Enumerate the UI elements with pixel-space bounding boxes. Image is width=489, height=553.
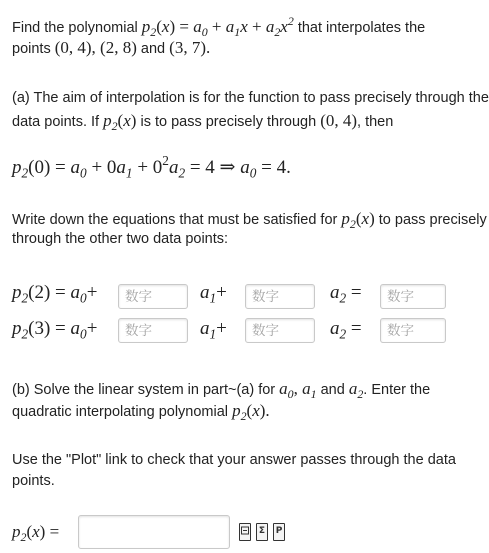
- problem-text: Find the polynomial: [12, 20, 138, 36]
- row1-coef-a2-input[interactable]: [245, 284, 315, 309]
- part-a-text: is to pass precisely through: [140, 114, 317, 130]
- p2x-expression: $p_2(x)$.: [232, 401, 270, 424]
- plot-hint-line-2: points.: [12, 473, 55, 489]
- row2-coef-a1-input[interactable]: [118, 318, 188, 343]
- instruction-line-2: through the other two data points:: [12, 231, 229, 247]
- equation-p2-at-2-lhs: $p_2(2) = a_0+$: [12, 282, 98, 306]
- part-a-text: data points. If: [12, 114, 100, 130]
- part-b-line-1: [12, 378, 430, 401]
- polynomial-expression: $p_2(x) = a_0 + a_1x + a_2x^2$: [141, 13, 294, 40]
- part-b-text: . Enter the: [363, 382, 431, 398]
- answer-input[interactable]: [78, 515, 230, 549]
- a2-equals-label: $a_2$ =: [330, 318, 362, 342]
- problem-line-2: [12, 37, 210, 60]
- row1-rhs-input[interactable]: [380, 284, 446, 309]
- equation-p2-at-0: $p_2(0) = a_0 + 0a_1 + 0^2a_2 = 4$ ⇒ $a_0 = 4$.: [12, 153, 291, 181]
- equation-editor-icon[interactable]: [239, 523, 251, 541]
- problem-text: points: [12, 41, 51, 57]
- part-a-text: , then: [357, 114, 394, 130]
- instruction-text: to pass precisely: [378, 212, 487, 228]
- part-b-text: (b) Solve the linear system in part~(a) for: [12, 382, 276, 398]
- point-0-4: (0, 4): [320, 111, 358, 130]
- problem-text: that interpolates the: [297, 20, 426, 36]
- part-b-line-2: [12, 400, 270, 423]
- coef-a2: $a_2$: [348, 379, 364, 402]
- coef-a0: $a_0$, $a_1$: [279, 379, 317, 402]
- part-b-text: quadratic interpolating polynomial: [12, 404, 229, 420]
- part-b-text: and: [320, 382, 345, 398]
- data-point: (3, 7).: [169, 38, 211, 57]
- row2-coef-a2-input[interactable]: [245, 318, 315, 343]
- p2x-expression: $p_2(x)$: [103, 111, 137, 134]
- a1-plus-label: $a_1+$: [200, 282, 227, 306]
- problem-line-1: [12, 13, 426, 40]
- sigma-icon[interactable]: Σ: [256, 523, 268, 541]
- part-a-line-1: (a) The aim of interpolation is for the function to pass precisely through the: [12, 90, 489, 106]
- answer-label: $p_2(x)$ =: [12, 522, 60, 545]
- equation-p2-at-3-lhs: $p_2(3) = a_0+$: [12, 318, 98, 342]
- plot-icon[interactable]: P: [273, 523, 285, 541]
- plot-hint-line-1: Use the "Plot" link to check that your answer passes through the data: [12, 452, 456, 468]
- row2-rhs-input[interactable]: [380, 318, 446, 343]
- instruction-text: Write down the equations that must be satisfied for: [12, 212, 338, 228]
- a2-equals-label: $a_2$ =: [330, 282, 362, 306]
- row1-coef-a1-input[interactable]: [118, 284, 188, 309]
- data-points: (0, 4), (2, 8): [54, 38, 137, 57]
- equation-editor-glyph: [240, 524, 250, 538]
- problem-text: and: [140, 41, 166, 57]
- a1-plus-label: $a_1+$: [200, 318, 227, 342]
- instruction-line-1: [12, 208, 487, 231]
- p2x-expression: $p_2(x)$: [341, 209, 375, 232]
- part-a-line-2: [12, 110, 393, 133]
